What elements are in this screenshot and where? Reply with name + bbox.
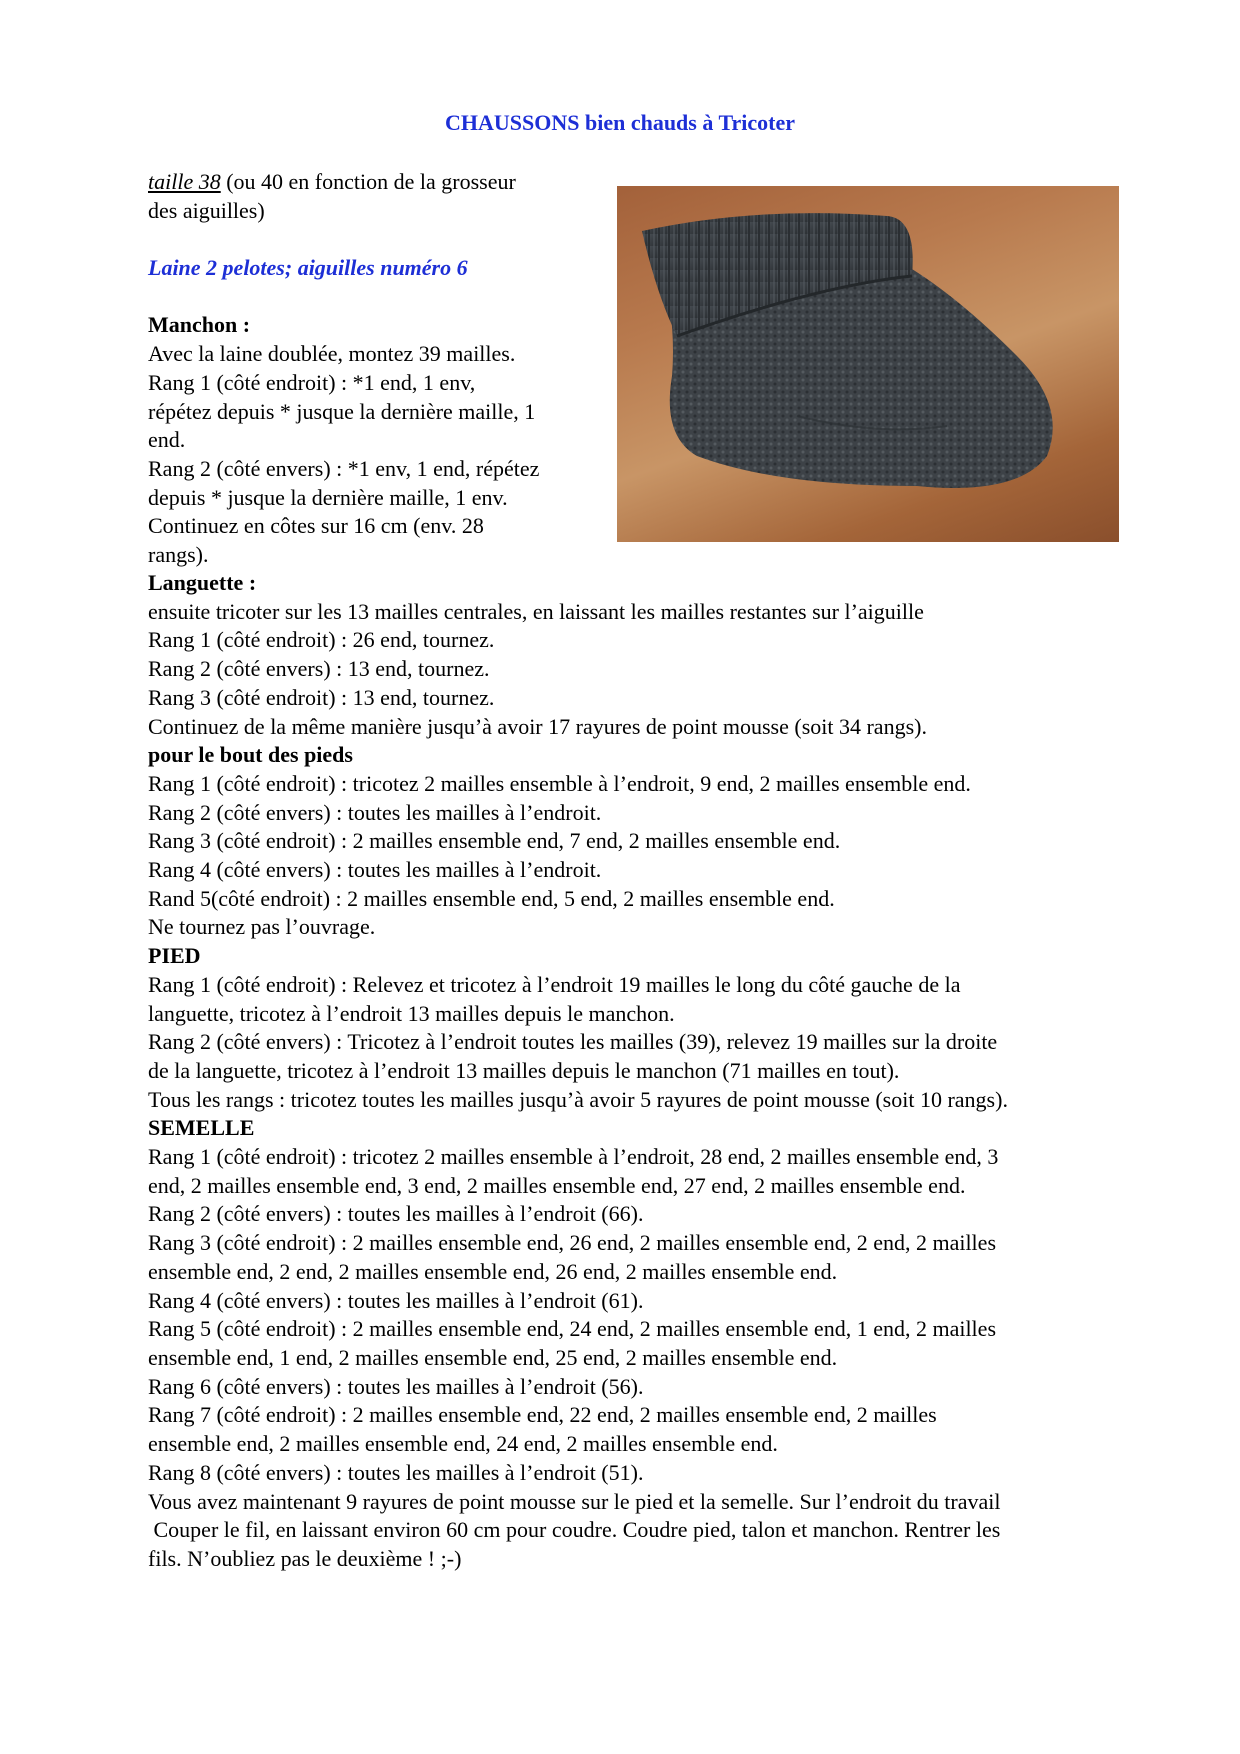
pied-line: de la languette, tricotez à l’endroit 13 mailles depuis le manchon (71 mailles en tout). [148, 1057, 900, 1083]
semelle-line: Rang 6 (côté envers) : toutes les mailles à l’endroit (56). [148, 1373, 644, 1399]
semelle-line: Rang 7 (côté endroit) : 2 mailles ensemble end, 22 end, 2 mailles ensemble end, 2 mailles [148, 1402, 937, 1428]
semelle-line: end, 2 mailles ensemble end, 3 end, 2 mailles ensemble end, 27 end, 2 mailles ensemble end. [148, 1172, 966, 1198]
semelle-line: ensemble end, 2 mailles ensemble end, 24 end, 2 mailles ensemble end. [148, 1431, 778, 1457]
intro-column [148, 168, 600, 570]
size-rest-1: (ou 40 en fonction de la grosseur [220, 169, 516, 194]
semelle-line: ensemble end, 2 end, 2 mailles ensemble end, 26 end, 2 mailles ensemble end. [148, 1258, 838, 1284]
instructions-body [148, 569, 1138, 1574]
languette-line: ensuite tricoter sur les 13 mailles centrales, en laissant les mailles restantes sur l’aiguille [148, 598, 924, 624]
semelle-line: Rang 1 (côté endroit) : tricotez 2 mailles ensemble à l’endroit, 28 end, 2 mailles ensemble end, 3 [148, 1144, 999, 1170]
semelle-line: Rang 4 (côté envers) : toutes les mailles à l’endroit (61). [148, 1287, 644, 1313]
languette-line: Rang 2 (côté envers) : 13 end, tournez. [148, 656, 490, 682]
bout-line: Rang 3 (côté endroit) : 2 mailles ensemble end, 7 end, 2 mailles ensemble end. [148, 828, 841, 854]
semelle-line: fils. N’oubliez pas le deuxième ! ;-) [148, 1545, 462, 1571]
semelle-line: Rang 8 (côté envers) : toutes les mailles à l’endroit (51). [148, 1459, 644, 1485]
languette-heading: Languette : [148, 570, 257, 595]
manchon-line: end. [148, 427, 186, 453]
semelle-line: ensemble end, 1 end, 2 mailles ensemble end, 25 end, 2 mailles ensemble end. [148, 1344, 838, 1370]
pied-line: Rang 2 (côté envers) : Tricotez à l’endroit toutes les mailles (39), relevez 19 mailles sur la droite [148, 1029, 998, 1055]
bout-line: Ne tournez pas l’ouvrage. [148, 914, 376, 940]
semelle-line: Rang 2 (côté envers) : toutes les mailles à l’endroit (66). [148, 1201, 644, 1227]
manchon-line: Rang 2 (côté envers) : *1 env, 1 end, répétez [148, 456, 540, 481]
languette-line: Rang 1 (côté endroit) : 26 end, tournez. [148, 627, 495, 653]
size-label: taille 38 [148, 169, 221, 194]
pied-line: Rang 1 (côté endroit) : Relevez et tricotez à l’endroit 19 mailles le long du côté gauche de la [148, 971, 961, 997]
bout-line: Rang 1 (côté endroit) : tricotez 2 mailles ensemble à l’endroit, 9 end, 2 mailles ensemble end. [148, 770, 971, 796]
manchon-heading: Manchon : [148, 312, 251, 338]
semelle-line: Rang 5 (côté endroit) : 2 mailles ensemble end, 24 end, 2 mailles ensemble end, 1 end, 2 mailles [148, 1316, 996, 1342]
slipper-illustration-icon [617, 186, 1119, 542]
materials-line: Laine 2 pelotes; aiguilles numéro 6 [148, 255, 468, 281]
languette-line: Rang 3 (côté endroit) : 13 end, tournez. [148, 684, 495, 710]
pied-line: languette, tricotez à l’endroit 13 mailles depuis le manchon. [148, 1000, 675, 1026]
semelle-line: Vous avez maintenant 9 rayures de point mousse sur le pied et la semelle. Sur l’endroit du travail [148, 1488, 1001, 1514]
manchon-line: depuis * jusque la dernière maille, 1 env. [148, 484, 508, 510]
semelle-heading: SEMELLE [148, 1115, 255, 1141]
bout-line: Rang 4 (côté envers) : toutes les mailles à l’endroit. [148, 857, 602, 883]
manchon-line: Rang 1 (côté endroit) : *1 end, 1 env, [148, 369, 476, 395]
languette-line: Continuez de la même manière jusqu’à avoir 17 rayures de point mousse (soit 34 rangs). [148, 713, 927, 739]
manchon-line: rangs). [148, 542, 209, 568]
semelle-line: Rang 3 (côté endroit) : 2 mailles ensemble end, 26 end, 2 mailles ensemble end, 2 end, 2 mailles [148, 1230, 996, 1256]
pied-heading: PIED [148, 943, 201, 969]
bout-line: Rang 2 (côté envers) : toutes les mailles à l’endroit. [148, 799, 602, 825]
bout-line: Rand 5(côté endroit) : 2 mailles ensemble end, 5 end, 2 mailles ensemble end. [148, 885, 835, 911]
manchon-line: répétez depuis * jusque la dernière maille, 1 [148, 398, 536, 424]
size-line [148, 168, 600, 197]
manchon-line: Continuez en côtes sur 16 cm (env. 28 [148, 513, 484, 539]
knitted-slipper-photo [617, 186, 1119, 542]
page-title: CHAUSSONS bien chauds à Tricoter [444, 110, 795, 135]
size-rest-2: des aiguilles) [148, 197, 265, 223]
semelle-line: Couper le fil, en laissant environ 60 cm pour coudre. Coudre pied, talon et manchon. Rentrer les [148, 1517, 1001, 1543]
manchon-instructions [148, 340, 600, 570]
bout-heading: pour le bout des pieds [148, 742, 353, 768]
pied-line: Tous les rangs : tricotez toutes les mailles jusqu’à avoir 5 rayures de point mousse (soit 10 rangs). [148, 1086, 1008, 1112]
manchon-line: Avec la laine doublée, montez 39 mailles. [148, 341, 516, 367]
